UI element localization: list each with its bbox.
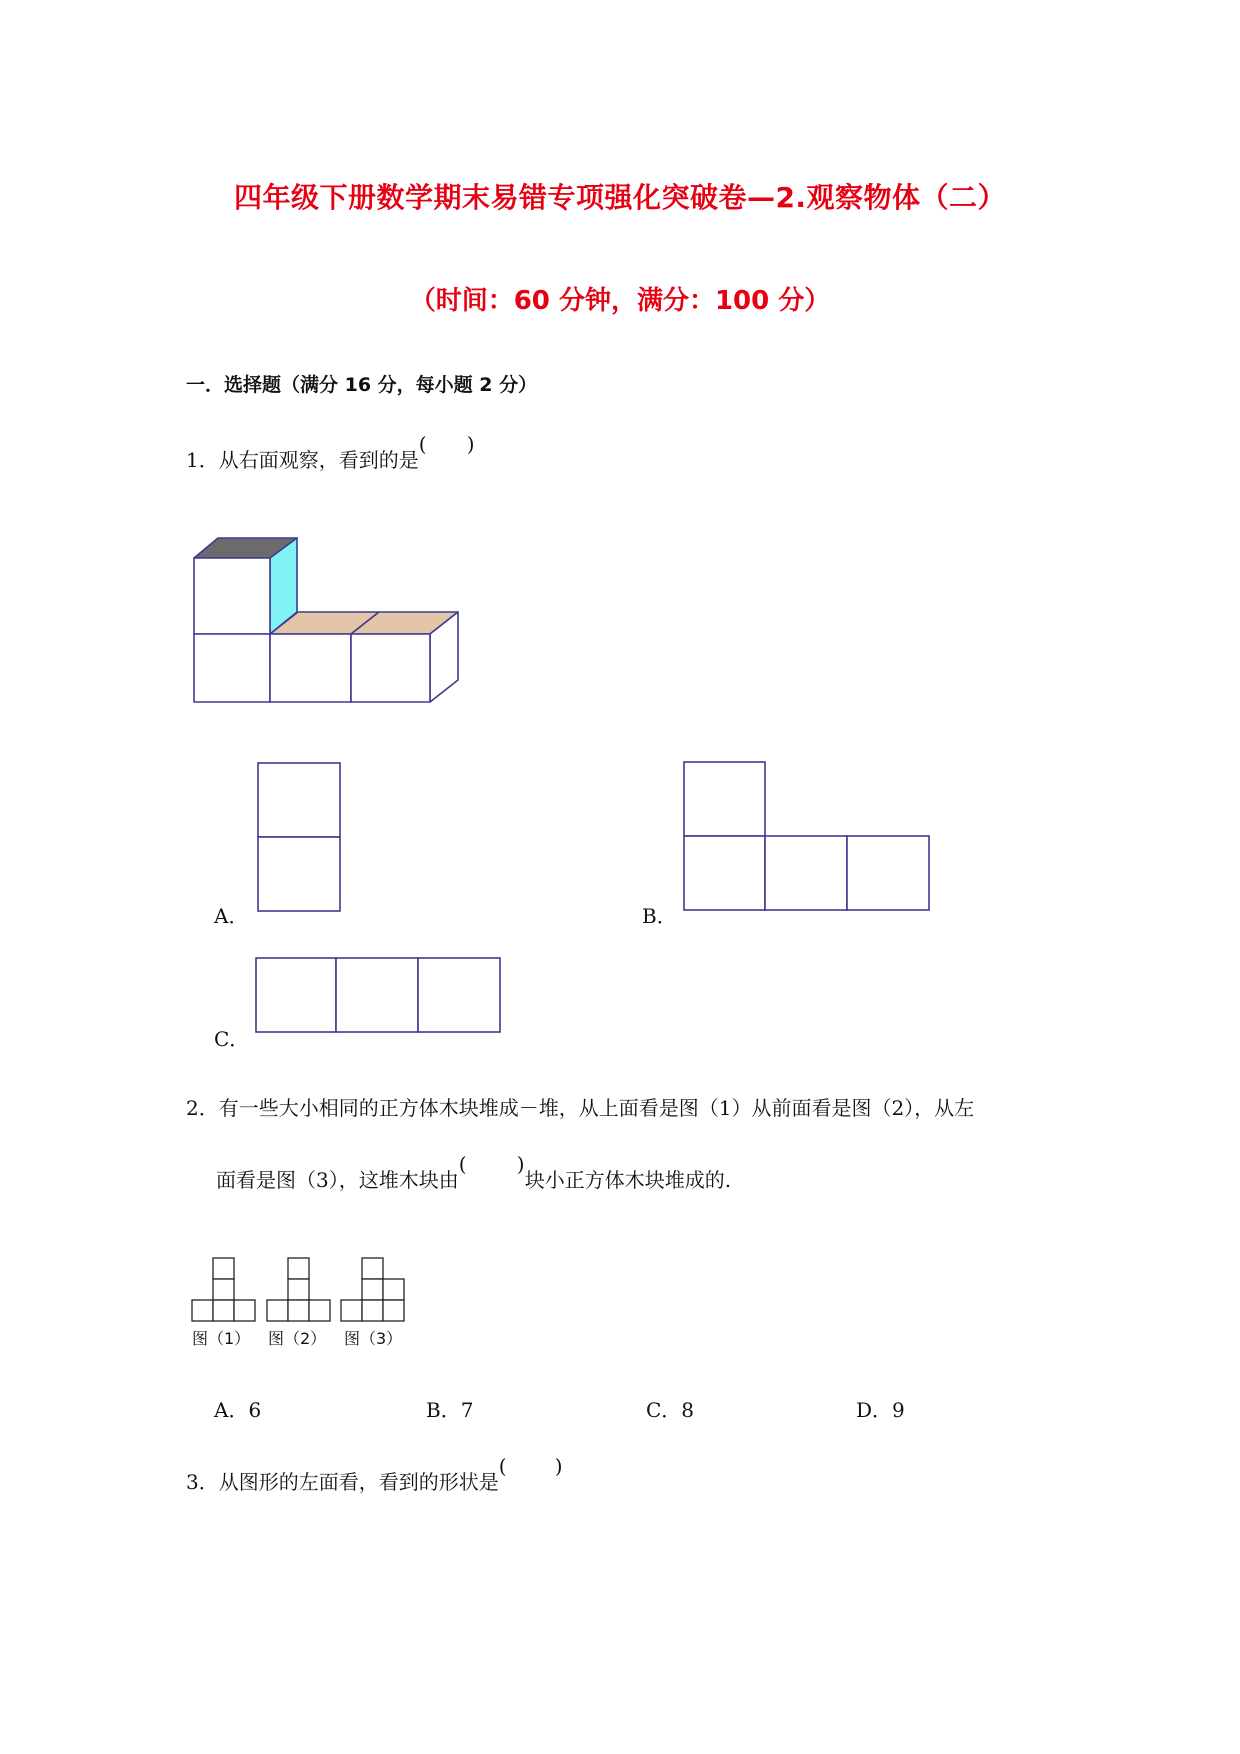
question-2-line2 <box>216 1152 732 1193</box>
question-2-stem-end: 块小正方体木块堆成的. <box>524 1168 732 1192</box>
cube-front-face <box>194 558 270 634</box>
question-3-stem: 3．从图形的左面看，看到的形状是 <box>186 1470 499 1494</box>
section-heading: 一．选择题（满分 16 分，每小题 2 分） <box>186 374 538 396</box>
option-c[interactable]: C．8 <box>646 1398 695 1422</box>
option-a-figure[interactable] <box>256 761 346 921</box>
option-b-figure[interactable] <box>682 760 942 920</box>
option-c-figure[interactable] <box>254 956 514 1046</box>
cube-front-face <box>351 634 430 702</box>
cube-front-face <box>194 634 270 702</box>
question-3-text <box>186 1454 563 1495</box>
paren-close: ) <box>554 1454 563 1478</box>
cube-front-face <box>270 634 351 702</box>
q2-view-figures <box>190 1256 430 1316</box>
option-a-label[interactable]: A． <box>214 904 249 928</box>
square-cell <box>847 836 929 910</box>
option-a[interactable]: A．6 <box>214 1398 262 1422</box>
square-cell <box>258 763 340 837</box>
document-subtitle: （时间：60 分钟，满分：100 分） <box>409 286 831 316</box>
q1-cube-figure <box>186 530 476 710</box>
square-cell <box>765 836 847 910</box>
square-cell <box>258 837 340 911</box>
paren-close: ) <box>466 432 475 456</box>
figure-2-label: 图（2） <box>268 1329 327 1348</box>
question-2-line1: 2．有一些大小相同的正方体木块堆成－堆，从上面看是图（1）从前面看是图（2），从左 <box>186 1096 975 1120</box>
option-b[interactable]: B．7 <box>426 1398 474 1422</box>
square-cell <box>684 762 765 836</box>
option-c-label[interactable]: C． <box>214 1027 250 1051</box>
figure-3-label: 图（3） <box>344 1329 403 1348</box>
option-b-label[interactable]: B． <box>642 904 677 928</box>
question-2-stem: 面看是图（3），这堆木块由 <box>216 1168 459 1192</box>
square-cell <box>336 958 418 1032</box>
paren-open: ( <box>458 1152 467 1176</box>
paren-open: ( <box>418 432 427 456</box>
question-1-stem: 1．从右面观察，看到的是 <box>186 448 419 472</box>
paren-open: ( <box>498 1454 507 1478</box>
document-title: 四年级下册数学期末易错专项强化突破卷—2.观察物体（二） <box>233 181 1007 214</box>
option-d[interactable]: D．9 <box>856 1398 905 1422</box>
square-cell <box>684 836 765 910</box>
square-cell <box>256 958 336 1032</box>
question-1-text <box>186 432 477 473</box>
paren-close: ) <box>516 1152 525 1176</box>
figure-1-label: 图（1） <box>192 1329 251 1348</box>
square-cell <box>418 958 500 1032</box>
